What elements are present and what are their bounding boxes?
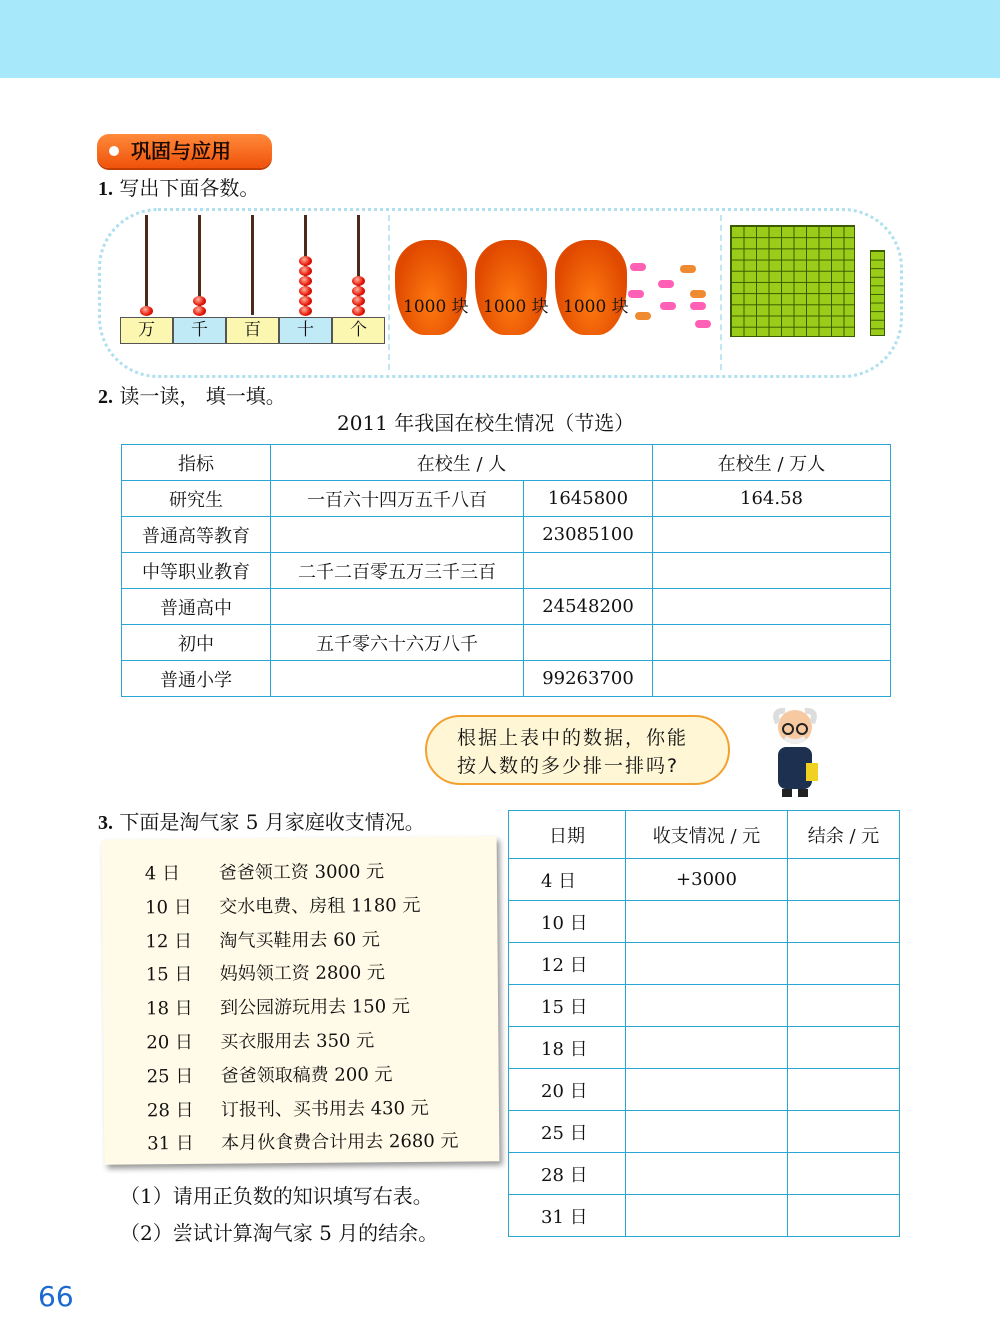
note-date: 18 日 (145, 998, 193, 1020)
table-cell[interactable] (271, 661, 524, 697)
abacus-rod (145, 215, 148, 315)
note-entry (146, 1026, 374, 1054)
abacus-bead (352, 296, 365, 306)
note-entry (145, 925, 380, 953)
table-row (122, 553, 891, 589)
row-date: 18 日 (509, 1027, 626, 1069)
table-row (509, 1069, 900, 1111)
note-date: 15 日 (145, 964, 193, 986)
abacus-bead (299, 296, 312, 306)
candy (635, 312, 651, 320)
table-cell[interactable] (788, 901, 900, 943)
table-cell: +3000 (626, 859, 788, 901)
candy (628, 290, 644, 298)
abacus-bead (352, 306, 365, 316)
thousand-cube-block (730, 225, 855, 337)
note-date: 31 日 (147, 1133, 194, 1155)
row-label: 普通高中 (122, 589, 271, 625)
abacus-bead (299, 256, 312, 266)
table-cell[interactable] (788, 1153, 900, 1195)
table-cell[interactable] (653, 517, 891, 553)
table-cell[interactable] (788, 1111, 900, 1153)
table-row (509, 985, 900, 1027)
section-title: 巩固与应用 (131, 139, 231, 163)
note-date: 20 日 (146, 1031, 194, 1054)
page-number: 66 (38, 1280, 74, 1313)
header-persons: 在校生 / 人 (271, 445, 653, 481)
abacus-bead (299, 276, 312, 286)
table-cell[interactable] (626, 1069, 788, 1111)
table-row (509, 859, 900, 901)
table-header-row (122, 445, 891, 481)
table-row (122, 517, 891, 553)
sub-question-2: （2）尝试计算淘气家 5 月的结余。 (120, 1221, 439, 1245)
note-entry (146, 992, 410, 1020)
row-date: 15 日 (509, 985, 626, 1027)
table-row (122, 589, 891, 625)
table-title: 2011 年我国在校生情况（节选） (337, 411, 635, 435)
table-cell[interactable] (626, 1027, 788, 1069)
note-entry (147, 1060, 393, 1088)
header-date: 日期 (509, 811, 626, 859)
candy (680, 265, 696, 273)
table-cell[interactable] (653, 625, 891, 661)
abacus-bead (140, 306, 153, 316)
row-label: 中等职业教育 (122, 553, 271, 589)
candy (630, 263, 646, 271)
note-date: 28 日 (146, 1099, 194, 1121)
table-cell[interactable] (524, 625, 653, 661)
table-cell[interactable] (788, 985, 900, 1027)
candy (660, 302, 676, 310)
note-description: 妈妈领工资 2800 元 (219, 962, 386, 986)
bag-label: 1000 块 (563, 297, 629, 317)
abacus-bead (299, 266, 312, 276)
note-description: 交水电费、房租 1180 元 (219, 894, 421, 918)
place-value-label: 十 (279, 317, 332, 344)
divider (388, 215, 390, 370)
question-3: 3. 下面是淘气家 5 月家庭收支情况。 (98, 810, 425, 834)
top-banner (0, 0, 1000, 78)
table-cell[interactable] (788, 859, 900, 901)
table-cell[interactable] (653, 661, 891, 697)
candy-bag (395, 240, 467, 335)
note-description: 买衣服用去 350 元 (220, 1030, 375, 1053)
table-cell[interactable] (626, 1153, 788, 1195)
candy (690, 290, 706, 298)
students-table (121, 444, 891, 697)
abacus-rod (251, 215, 254, 315)
candy (695, 320, 711, 328)
table-cell[interactable] (653, 589, 891, 625)
note-entry (145, 891, 420, 919)
candy (690, 302, 706, 310)
bag-label: 1000 块 (483, 297, 549, 317)
table-row (122, 625, 891, 661)
note-description: 淘气买鞋用去 60 元 (219, 928, 380, 952)
candy-bag (555, 240, 627, 335)
row-date: 12 日 (509, 943, 626, 985)
table-cell[interactable] (788, 1069, 900, 1111)
table-cell[interactable] (271, 589, 524, 625)
note-entry (146, 959, 385, 987)
table-cell: 一百六十四万五千八百 (271, 481, 524, 517)
row-date: 25 日 (509, 1111, 626, 1153)
abacus-bead (299, 306, 312, 316)
row-date: 31 日 (509, 1195, 626, 1237)
place-value-label: 百 (226, 317, 279, 344)
note-description: 本月伙食费合计用去 2680 元 (221, 1131, 459, 1155)
row-date: 20 日 (509, 1069, 626, 1111)
table-row (509, 1027, 900, 1069)
place-value-label: 个 (332, 317, 385, 344)
header-balance: 结余 / 元 (788, 811, 900, 859)
row-label: 研究生 (122, 481, 271, 517)
note-date: 12 日 (145, 930, 193, 952)
candy (658, 280, 674, 288)
table-row (122, 481, 891, 517)
row-date: 10 日 (509, 901, 626, 943)
header-ten-thousands: 在校生 / 万人 (653, 445, 891, 481)
expense-note-paper (102, 836, 500, 1164)
balance-table (508, 810, 900, 1237)
header-income-expense: 收支情况 / 元 (626, 811, 788, 859)
note-entry (145, 857, 384, 885)
speech-bubble (425, 715, 730, 785)
note-date: 25 日 (146, 1065, 194, 1088)
table-row (509, 1195, 900, 1237)
row-label: 普通小学 (122, 661, 271, 697)
note-description: 订报刊、买书用去 430 元 (220, 1097, 429, 1121)
abacus-bead (299, 286, 312, 296)
note-entry (147, 1093, 429, 1121)
table-cell[interactable] (626, 985, 788, 1027)
table-cell: 164.58 (653, 481, 891, 517)
bubble-line: 根据上表中的数据，你能 (457, 727, 689, 749)
table-row (509, 1153, 900, 1195)
row-label: 初中 (122, 625, 271, 661)
divider (720, 215, 722, 370)
bubble-line: 按人数的多少排一排吗? (457, 755, 680, 777)
table-cell[interactable] (653, 553, 891, 589)
note-description: 爸爸领取稿费 200 元 (220, 1063, 393, 1087)
row-date: 28 日 (509, 1153, 626, 1195)
note-date: 10 日 (145, 896, 192, 919)
row-label: 普通高等教育 (122, 517, 271, 553)
place-value-label: 千 (173, 317, 226, 344)
table-row (509, 1111, 900, 1153)
abacus-bead (193, 296, 206, 306)
table-cell[interactable] (626, 1111, 788, 1153)
question-2: 2. 读一读， 填一填。 (98, 384, 286, 408)
table-cell[interactable] (271, 517, 524, 553)
table-cell[interactable] (626, 1195, 788, 1237)
table-cell: 99263700 (524, 661, 653, 697)
candy-bag (475, 240, 547, 335)
table-cell[interactable] (788, 1027, 900, 1069)
table-cell[interactable] (626, 901, 788, 943)
header-indicator: 指标 (122, 445, 271, 481)
question-1: 1. 写出下面各数。 (98, 176, 260, 200)
table-cell[interactable] (788, 1195, 900, 1237)
table-header-row (509, 811, 900, 859)
note-entry (147, 1127, 458, 1156)
table-row (509, 943, 900, 985)
row-date: 4 日 (509, 859, 626, 901)
abacus-bead (352, 276, 365, 286)
table-cell[interactable] (626, 943, 788, 985)
table-cell[interactable] (788, 943, 900, 985)
professor-character-illustration (760, 705, 830, 800)
table-cell: 24548200 (524, 589, 653, 625)
note-date: 4 日 (144, 863, 181, 885)
note-description: 爸爸领工资 3000 元 (218, 861, 385, 884)
table-cell: 23085100 (524, 517, 653, 553)
abacus-bead (352, 286, 365, 296)
table-cell: 五千零六十六万八千 (271, 625, 524, 661)
table-cell: 1645800 (524, 481, 653, 517)
abacus-bead (193, 306, 206, 316)
table-row (509, 901, 900, 943)
note-description: 到公园游玩用去 150 元 (219, 996, 410, 1019)
bag-label: 1000 块 (403, 297, 469, 317)
table-row (122, 661, 891, 697)
place-value-label: 万 (120, 317, 173, 344)
sub-question-1: （1）请用正负数的知识填写右表。 (120, 1184, 433, 1208)
table-cell: 二千二百零五万三千三百 (271, 553, 524, 589)
ten-rod-block (870, 250, 885, 336)
section-badge (97, 134, 272, 168)
table-cell[interactable] (524, 553, 653, 589)
